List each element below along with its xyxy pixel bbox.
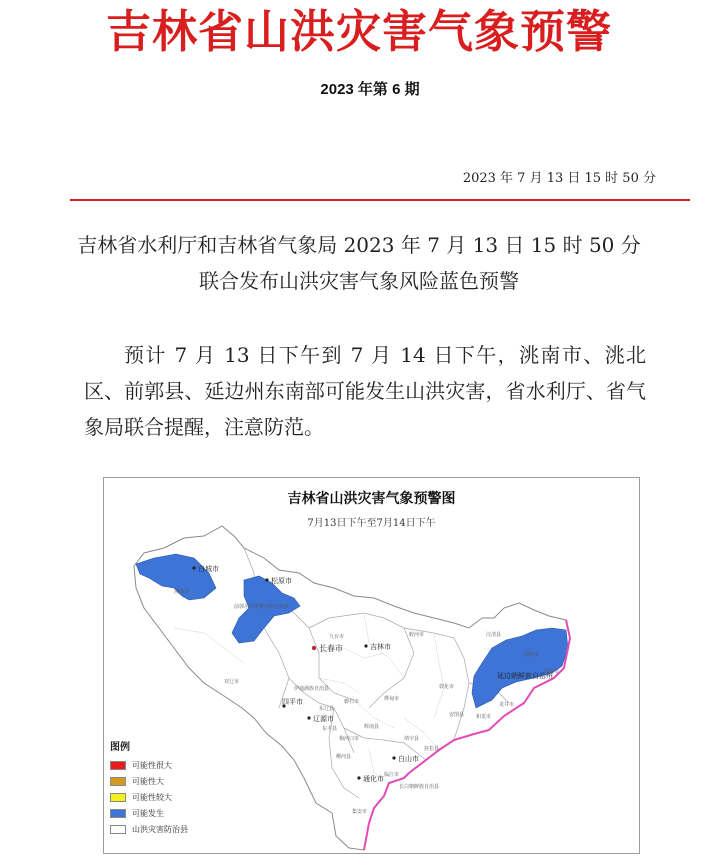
legend-swatch-very-likely	[110, 761, 126, 770]
city-label-songyuan: 松原市	[271, 577, 292, 585]
city-dot-tonghua	[357, 776, 360, 779]
announcement-line-1: 吉林省水利厅和吉林省气象局 2023 年 7 月 13 日 15 时 50 分	[77, 233, 641, 257]
county-label-ji-an: 集安市	[352, 809, 368, 815]
county-label-fusong: 抚松县	[424, 746, 440, 752]
county-label-changbai: 长白朝鲜族自治县	[399, 784, 440, 790]
county-label-jiaohe: 蛟河市	[409, 632, 425, 638]
legend-item	[110, 757, 270, 773]
city-label-changchun: 长春市	[319, 644, 343, 653]
city-label-siping: 四平市	[282, 698, 303, 706]
city-dot-baicheng	[192, 566, 195, 569]
county-label-dongliao: 东辽县	[319, 706, 335, 712]
county-label-linjiang: 临江市	[384, 772, 400, 778]
legend-swatch-likely	[110, 777, 126, 786]
legend-swatch-prevention-county	[110, 825, 126, 834]
county-label-longjing: 龙井市	[499, 702, 515, 708]
legend-label: 可能性大	[132, 776, 164, 786]
county-label-dongfeng: 东丰县	[322, 726, 338, 732]
legend-label: 可能性很大	[132, 760, 172, 770]
city-dot-changchun	[312, 646, 316, 650]
legend-item	[110, 805, 270, 821]
city-dot-songyuan	[265, 578, 268, 581]
county-label-tumen: 图们市	[524, 652, 540, 658]
legend-item	[110, 773, 270, 789]
county-label-wangqing: 汪清县	[486, 632, 502, 638]
red-divider	[70, 199, 690, 201]
county-label-hunchun: 珲春市	[544, 669, 560, 675]
county-label-yitong: 伊通满族自治县	[294, 686, 330, 692]
county-label-antu: 安图县	[449, 712, 465, 718]
page-title: 吉林省山洪灾害气象预警	[105, 5, 612, 58]
warning-map	[103, 477, 640, 854]
county-label-shuangliao: 双辽市	[224, 679, 240, 685]
city-label-yanbian: 延边朝鲜族自治州	[497, 672, 553, 680]
county-label-liuhe: 柳河县	[336, 754, 352, 760]
city-label-jilin: 吉林市	[370, 643, 391, 651]
county-label-taonan: 洮南市	[174, 589, 190, 595]
county-label-dunhua: 敦化市	[439, 684, 455, 690]
map-subtitle: 7月13日下午至7月14日下午	[307, 518, 436, 529]
county-label-jiutai: 九台市	[329, 634, 345, 640]
city-label-tonghua: 通化市	[363, 775, 384, 783]
map-legend	[110, 738, 270, 837]
map-title: 吉林省山洪灾害气象预警图	[287, 491, 456, 507]
county-label-jingyu: 靖宇县	[404, 736, 420, 742]
legend-label: 可能发生	[132, 808, 164, 818]
city-dot-jilin	[364, 644, 367, 647]
issue-number: 2023 年第 6 期	[320, 81, 420, 98]
county-label-huadian: 桦甸市	[384, 696, 400, 702]
legend-item	[110, 789, 270, 805]
legend-title: 图例	[110, 742, 130, 753]
city-label-liaoyuan: 辽源市	[313, 715, 334, 723]
announcement-line-2: 联合发布山洪灾害气象风险蓝色预警	[199, 269, 519, 293]
city-dot-liaoyuan	[307, 716, 310, 719]
legend-label: 可能性较大	[132, 792, 172, 802]
legend-swatch-possible	[110, 809, 126, 818]
county-label-huinan: 辉南县	[364, 724, 380, 730]
legend-label: 山洪灾害防治县	[132, 824, 188, 834]
county-label-qianguo: 前郭尔罗斯蒙古族自治县	[234, 604, 290, 610]
county-label-meihekou: 梅河口市	[339, 736, 360, 742]
city-dot-baishan	[392, 756, 395, 759]
warning-body-text: 预计 7 月 13 日下午到 7 月 14 日下午，洮南市、洮北区、前郭县、延边州东南部可能发生山洪灾害，省水利厅、省气象局联合提醒，注意防范。	[84, 343, 646, 439]
legend-swatch-fairly-likely	[110, 793, 126, 802]
issue-date: 2023 年 7 月 13 日 15 时 50 分	[462, 171, 656, 186]
legend-item	[110, 821, 270, 837]
city-label-baicheng: 白城市	[198, 565, 219, 573]
county-label-helong: 和龙市	[476, 714, 492, 720]
county-label-panshi: 磐石市	[344, 699, 360, 705]
city-label-baishan: 白山市	[398, 755, 419, 763]
